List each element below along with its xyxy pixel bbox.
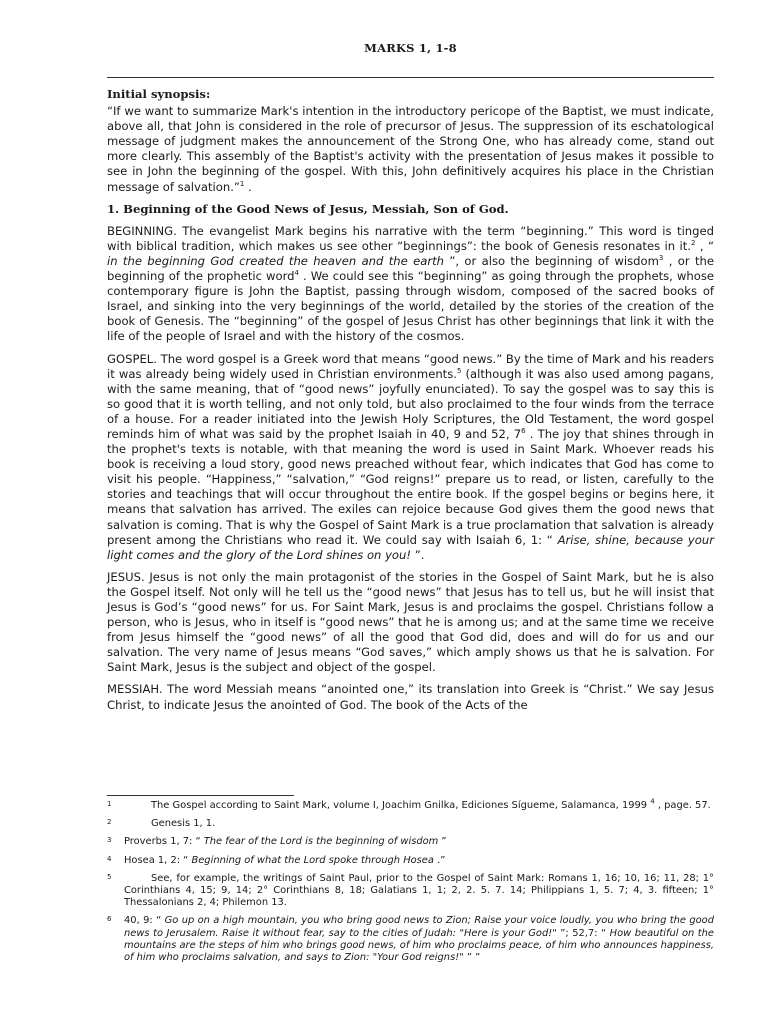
footnote-ref: 1 [239,179,245,188]
footnotes [107,795,714,970]
synopsis-heading: Initial synopsis: [107,87,211,101]
footnote-ref: 6 [521,427,526,436]
header-rule [107,77,714,78]
section-heading: 1. Beginning of the Good News of Jesus, Messiah, Son of God. [107,201,509,216]
synopsis-paragraph: “If we want to summarize Mark's intention in the introductory pericope of the Baptist, we must indicate, above all, that John is considered in the role of precursor of Jesus. The suppression of its eschatological message of judgment makes the announcement of the Strong One, who has already come, stand out more clearly. This assembly of the Baptist's activity with the presentation of Jesus makes it possible to see in John the beginning of the gospel. With this, John definitively acquires his place in the Christian message of salvation.”$^1$ . [107,104,714,194]
footnote-ref: 3 [658,254,664,263]
footnote-6: 6 40, 9: “ Go up on a high mountain, you who bring good news to Zion; Raise your voice loudly, you who bring the good news to Jerusalem. Raise it without fear, say to the cities of Judah: "Here is your God!" ”; 52,7: “ How beautiful on the mountains are the steps of him who brings good news, of him who proclaims peace, of him who announces happiness, of him who proclaims salvation, and says to Zion: "Your God reigns!" ” ” [107,915,715,964]
footnote-ref: 5 [456,366,462,375]
footnote-2: 2 Genesis 1, 1. [107,818,216,830]
footnote-4: 4 Hosea 1, 2: “ Beginning of what the Lord spoke through Hosea .” [107,854,446,866]
paragraph-messiah: MESSIAH. The word Messiah means “anointed one,” its translation into Greek is “Christ.” We say Jesus Christ, to indicate Jesus the anointed of God. The book of the Acts of the [107,682,714,712]
footnote-5: 5 See, for example, the writings of Saint Paul, prior to the Gospel of Saint Mark: Romans 1, 16; 10, 16; 11, 28; 1° Corinthians 4, 15; 9, 14; 2° Corinthians 8, 18; Galatians 1, 1; 2, 2. 5. 7. 14; Philippians 1, 5. 7; 4, 3. fifteen; 1° Thessalonians 2, 4; Philemon 13. [107,872,714,909]
footnote-rule [107,795,294,796]
paragraph-jesus: JESUS. Jesus is not only the main protagonist of the stories in the Gospel of Saint Mark, but he is also the Gospel itself. Not only will he tell us the “good news” that Jesus has to tell us, but he will insist that Jesus is God’s “good news” for us. For Saint Mark, Jesus is and proclaims the gospel. Christians follow a person, who is Jesus, who in itself is “good news” that he is among us; and at the same time we receive from Jesus himself the “good news” of all the good that God did, does and will do for us and our salvation. The very name of Jesus means “God saves,” which amply shows us that he is salvation. For Saint Mark, Jesus is the subject and object of the gospel. [107,569,714,675]
footnote-3: 3 Proverbs 1, 7: “ The fear of the Lord is the beginning of wisdom ” [107,836,447,848]
document-body [107,87,714,720]
footnote-ref: 2 [691,238,696,247]
paragraph-gospel: GOSPEL. The word gospel is a Greek word that means “good news.” By the time of Mark and his readers it was already being widely used in Christian environments.$^5$ (although it was also used among pagans, with the same meaning, that of “good news” joyfully enunciated). To say the gospel was to say this is so good that it is worth telling, and not only told, but also proclaimed to the four winds from the terrace of a house. For a reader initiated into the Jewish Holy Scriptures, the Old Testament, the word gospel reminds him of what was said by the prophet Isaiah in 40, 9 and 52, $7^6$ . The joy that shines through in the prophet's texts is notable, with that meaning the word is used in Saint Mark. Whoever reads his book is receiving a loud story, good news preached without fear, which indicates that God has come to visit his people. “Happiness,” “salvation,” “God reigns!” prepare us to read, or listen, carefully to the stories and teachings that will occur throughout the entire book. If the gospel begins or begins here, it means that salvation has arrived. The exiles can rejoice because God gives them the good news that salvation is coming. That is why the Gospel of Saint Mark is a true proclamation that salvation is already present among the Christians who read it. We could say with Isaiah 6, 1: “ Arise, shine, because your light comes and the glory of the Lord shines on you! ”. [107,351,715,562]
paragraph-beginning: BEGINNING. The evangelist Mark begins his narrative with the term “beginning.” This word is tinged with biblical tradition, which makes us see other “beginnings”: the book of Genesis resonates in it.$^2$ , “ in the beginning God created the heaven and the earth ”, or also the beginning of wisdom$^3$ , or the beginning of the prophetic word$^4$ . We could see this “beginning” as going through the prophets, whose contemporary figure is John the Baptist, passing through wisdom, composed of the sacred books of Israel, and sinking into the very beginnings of the world, detailed by the stories of the creation of the book of Genesis. The “beginning” of the gospel of Jesus Christ has other beginnings that link it with the life of the people of Israel and with the history of the cosmos. [107,223,714,344]
footnote-1: 1 The Gospel according to Saint Mark, volume I, Joachim Gnilka, Ediciones Sígueme, Salamanca, 1999 $^4$ , page. 57. [107,797,711,811]
footnote-ref: 4 [294,269,299,278]
page-title: MARKS 1, 1-8 [364,41,457,55]
